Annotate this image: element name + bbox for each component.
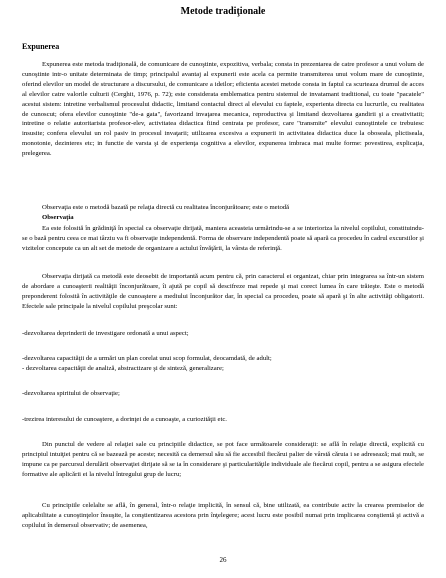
paragraph-observatia-dirijata: Observaţia dirijată ca metodă este deosebit de importantă acum pentru că, prin caracterul ei organizat, chiar prin integrarea sa într-un sistem de abordare a cunoaşterii realităţii înconjurătoare, îi ajută pe copil să descifreze mai repede şi mai corect lumea în care trăieşte. Este o metodă preponderent folosită în activităţile de cunoaştere a mediului înconjurător dar, în special ca procedeu, poate să apară şi în alte activităţi obligatorii. Efectele sale principale la nivelul copilului preşcolar sunt: <box>22 273 424 310</box>
list-item-3: - dezvoltarea capacităţii de analiză, abstractizare şi de sinteză, generalizare; <box>22 365 224 372</box>
list-item-2: -dezvoltarea capacităţii de a urmări un plan corelat unui scop formulat, deocamdată, de adult; <box>22 355 272 362</box>
subheading-observatia: Observaţia <box>42 214 74 221</box>
paragraph-expunerea: Expunerea este metoda tradiţională, de comunicare de cunoştinte, expozitiva, verbala; consta in prezentarea de catre profesor a unui volum de cunoştinte intr-o unitate determinata de timp; principalul avantaj al expunerii este acela ca permite transmiterea unui volum mare de cunoştinte, oferind elevilor un model de structurare a discursului, de comunicare a ideilor; eficienta acestei metode consta in faptul ca scurteaza drumul de acces al elevilor catre valorile culturii (Cerghit, 1976, p. 72); este considerata emblematica pentru sistemul de invatamant traditional, cu toate "pacatele" acestui sistem: intretine verbalismul procesului didactic, limitand contactul direct al elevului cu faptele, experienta directa cu lucrurile, cu realitatea de cunoscut; ofera elevilor cunoştinte "de-a gata", favorizand invaţarea mecanica, reproductiva şi limitand dezvoltarea gandirii şi a creativitatii; intretine o relatie autoritarista profesor-elev, activitatea didactica fiind centrata pe profesor, care "transmite" elevului cunoştintele ce trebuiesc insusite; confera elevului un rol pasiv in procesul invaţarii; utilizarea excesiva a expunerii in activitatea didactica duce la oboseala, plictiseala, monotonie, dezinteres etc; in functie de varsta şi de experienţa cognitiva a elevilor, expunerea imbraca mai multe forme: povestirea, explicaţia, prelegerea. <box>22 61 424 158</box>
list-item-5: -trezirea interesului de cunoaştere, a dorinţei de a cunoaşte, a curiozităţii etc. <box>22 416 227 423</box>
page-title: Metode tradiţionale <box>180 6 266 17</box>
paragraph-principii-didactice: Din punctul de vedere al relaţiei sale cu principiile didactice, se pot face următoarele consideraţii: se află în relaţie directă, explicită cu principiul intuiţiei pentru că se bazează pe aceste; necesită ca demersul său să fie accesibil fiecărui palier de vârstă căruia i se adresează; mai mult, se impune ca pe parcursul derulării observaţiei dirijate să se ia în considerare şi particularităţile individuale ale fiecărui copil, pentru a se asigura efectele formative ale aplicării ei la nivelul întregului grup de lucru; <box>22 441 424 478</box>
paragraph-principii-celelalte: Cu principiile celelalte se află, în general, într-o relaţie implicită, în sensul că, bine utilizată, ea contribuie activ la crearea premiselor de aplicabilitate a cunoştinţelor însuşite, la conştientizarea acestora prin înţelegere; acest lucru este posibil numai prin implicarea conştientă şi activă a copilului în demersul observativ; de asemenea, <box>22 502 424 529</box>
page-number: 26 <box>219 556 227 564</box>
list-item-1: -dezvoltarea deprinderii de investigare ordonată a unui aspect; <box>22 330 189 337</box>
paragraph-observatia-intro: Observaţia este o metodă bazată pe relaţia directă cu realitatea înconjurătoare; este o metodă <box>42 204 290 211</box>
list-item-4: -dezvoltarea spiritului de observaţie; <box>22 390 120 397</box>
paragraph-gradinita: Ea este folosită în grădiniţă în special ca observaţie dirijată, maniera aceasteia urmărindu-se a se interioriza la nivelul copilului, constituindu-se o bază pentru ceea ce mai târziu va fi observaţie independentă. Forma de observare independentă poate să apară ca procedeu în cadrul excursiilor şi vizitelor concepute ca un alt set de metode de organizare a actului învăţării, la vârsta de referinţă. <box>22 225 424 252</box>
section-heading: Expunerea <box>22 42 60 51</box>
